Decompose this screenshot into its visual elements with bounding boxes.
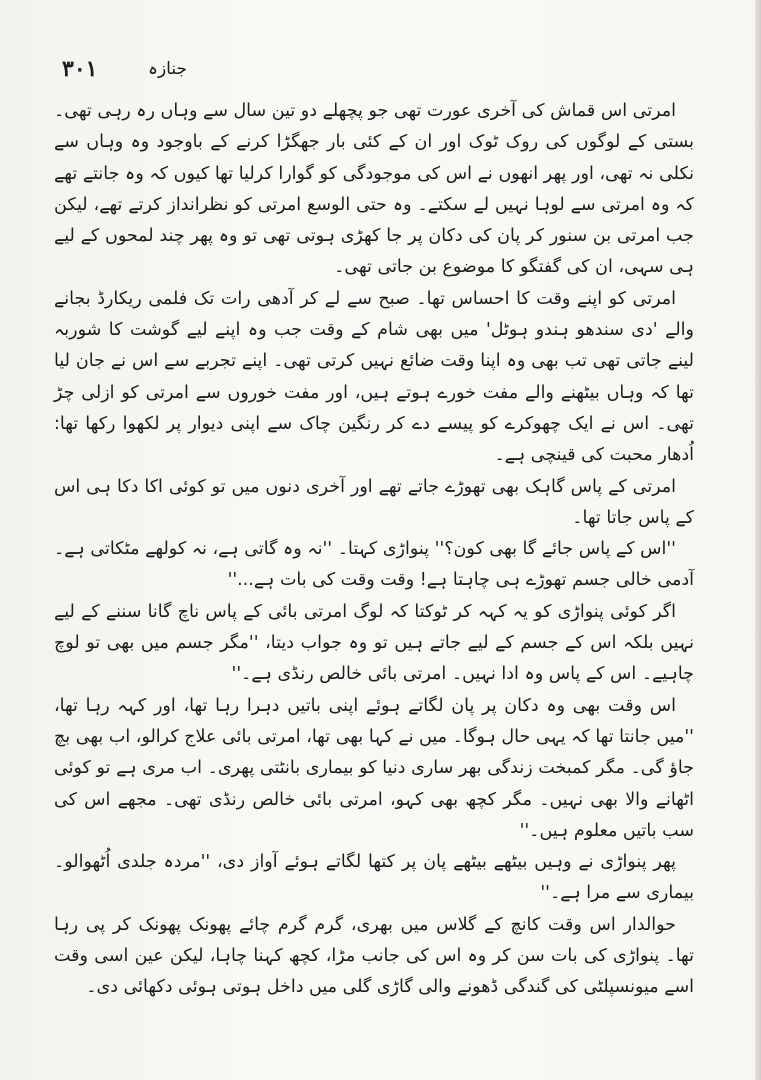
paragraph: اگر کوئی پنواڑی کو یہ کہہ کر ٹوکتا کہ لوگ امرتی بائی کے پاس ناچ گانا سننے کے لیے نہیں بلکہ اس کے جسم کے لیے جاتے ہیں تو وہ جواب دیتا، ''مگر جسم میں بھی تو لوچ چاہیے۔ اس کے پاس وہ ادا نہیں۔ امرتی بائی خالص رنڈی ہے۔'' (54, 601, 694, 685)
paragraph: امرتی اس قماش کی آخری عورت تھی جو پچھلے دو تین سال سے وہاں رہ رہی تھی۔ بستی کے لوگوں کی روک ٹوک اور ان کے کئی بار جھگڑا کرنے کے باوجود وہ وہاں سے نکلی نہ تھی، اور پھر انھوں نے اس کی موجودگی کو گوارا کرلیا تھا کیوں کہ وہ جانتے تھے کہ وہ امرتی سے لوہا نہیں لے سکتے۔ وہ حتی الوسع امرتی کو نظرانداز کرتے تھے، لیکن جب امرتی بن سنور کر پان کی دکان پر جا کھڑی ہوتی تھی تو وہ پھر چند لمحوں کے لیے ہی سہی، ان کی گفتگو کا موضوع بن جاتی تھی۔ (54, 101, 694, 278)
paragraph: حوالدار اس وقت کانچ کے گلاس میں بھری، گرم گرم چائے پھونک پھونک کر پی رہا تھا۔ پنواڑی کی بات سن کر وہ اس کی جانب مڑا، کچھ کہنا چاہا، لیکن عین اسی وقت اسے میونسپلٹی کی گندگی ڈھونے والی گاڑی گلی میں داخل ہوتی ہوئی دکھائی دی۔ (54, 914, 694, 998)
page-number: ١٠٣ (62, 56, 98, 82)
paragraph: اس وقت بھی وہ دکان پر پان لگاتے ہوئے اپنی باتیں دہرا رہا تھا، اور کہہ رہا تھا، ''میں جانتا تھا کہ یہی حال ہوگا۔ میں نے کہا بھی تھا، امرتی بائی علاج کرالو، اب بھی بچ جاؤ گی۔ مگر کمبخت زندگی بھر ساری دنیا کو بیماری بانٹتی پھری۔ اب مری ہے تو کوئی اٹھانے والا بھی نہیں۔ مگر کچھ بھی کہو، امرتی بائی خالص رنڈی تھی۔ مجھے اس کی سب باتیں معلوم ہیں۔'' (54, 695, 694, 841)
paragraph: ''اس کے پاس جائے گا بھی کون؟'' پنواڑی کہتا۔ ''نہ وہ گاتی ہے، نہ کولھے مٹکاتی ہے۔ آدمی خالی جسم تھوڑے ہی چاہتا ہے! وقت وقت کی بات ہے...'' (54, 539, 694, 591)
paragraph: پھر پنواڑی نے وہیں بیٹھے بیٹھے پان پر کتھا لگاتے ہوئے آواز دی، ''مردہ جلدی اُٹھوالو۔ بیماری سے مرا ہے۔'' (54, 852, 694, 904)
running-title: جنازہ (148, 59, 187, 79)
paragraph: امرتی کو اپنے وقت کا احساس تھا۔ صبح سے لے کر آدھی رات تک فلمی ریکارڈ بجانے والے 'دی سندھو ہندو ہوٹل' میں بھی شام کے وقت جب وہ اپنے لیے گوشت کا شوربہ لینے جاتی تھی تب بھی وہ اپنا وقت ضائع نہیں کرتی تھی۔ اپنے تجربے سے اس نے جان لیا تھا کہ وہاں بیٹھنے والے مفت خورے ہوتے ہیں، اور مفت خوروں سے امرتی کو ازلی چڑ تھی۔ اس نے ایک چھوکرے کو پیسے دے کر رنگین چاک سے اپنی دیوار پر لکھوا رکھا تھا: اُدھار محبت کی قینچی ہے۔ (54, 288, 694, 466)
body-text (54, 96, 694, 1004)
paragraph: امرتی کے پاس گاہک بھی تھوڑے جاتے تھے اور آخری دنوں میں تو کوئی اکا دکا ہی اس کے پاس جاتا تھا۔ (54, 476, 694, 528)
page-header (62, 56, 702, 86)
page-edge-shadow (755, 0, 761, 1080)
